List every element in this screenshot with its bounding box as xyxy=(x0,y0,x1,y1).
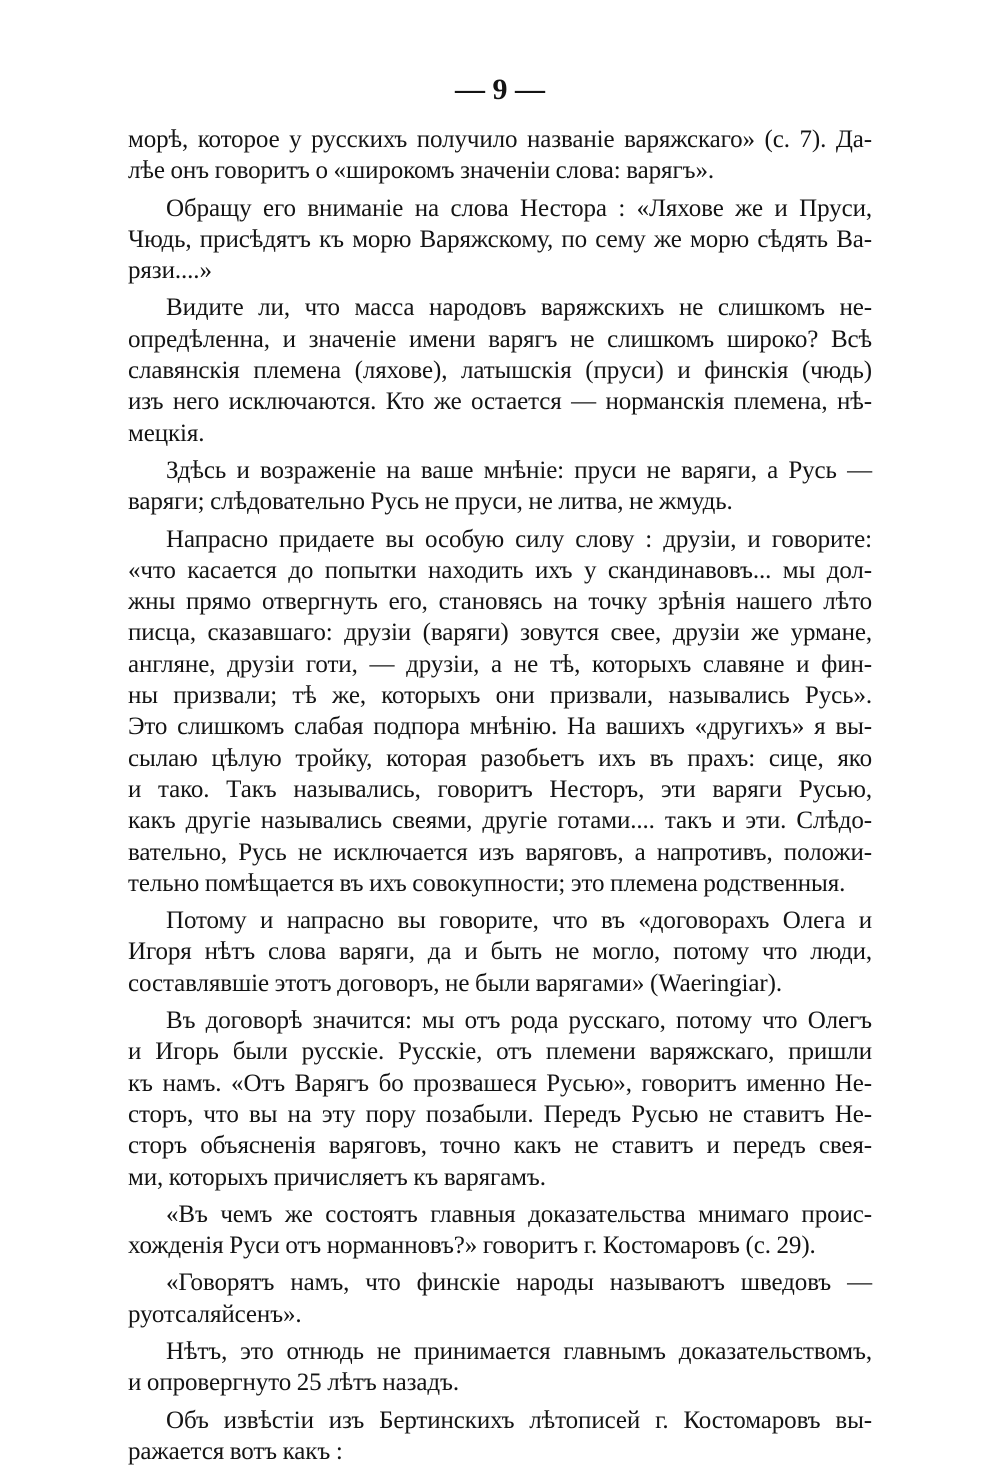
text-line: и тако. Такъ назывались, говоритъ Несторъ, эти варяги Русью, xyxy=(128,775,872,803)
text-line: англяне, друзіи готи, — друзіи, а не тѣ, которыхъ славяне и фин- xyxy=(128,650,872,678)
paragraph xyxy=(128,292,872,448)
paragraph xyxy=(128,905,872,999)
text-line: Объ извѣстіи изъ Бертинскихъ лѣтописей г. Костомаровъ вы- xyxy=(166,1406,872,1434)
text-line: лѣе онъ говоритъ о «широкомъ значеніи слова: варягъ». xyxy=(128,157,714,185)
text-line: руотсаляйсенъ». xyxy=(128,1300,302,1328)
text-line: хожденія Руси отъ норманновъ?» говоритъ г. Костомаровъ (с. 29). xyxy=(128,1232,816,1260)
body-text xyxy=(128,124,872,1473)
text-line: и Игорь были русскіе. Русскіе, отъ племени варяжскаго, пришли xyxy=(128,1038,872,1066)
page-number: — 9 — xyxy=(455,73,545,106)
text-line: Игоря нѣтъ слова варяги, да и быть не могло, потому что люди, xyxy=(128,938,872,966)
paragraph xyxy=(128,1005,872,1193)
paragraph xyxy=(128,193,872,287)
text-line: варяги; слѣдовательно Русь не пруси, не литва, не жмудь. xyxy=(128,488,733,516)
text-line: славянскія племена (ляхове), латышскія (пруси) и финскія (чюдь) xyxy=(128,357,872,385)
text-line: «Въ чемъ же состоятъ главныя доказательства мнимаго проис- xyxy=(166,1200,872,1228)
text-line: морѣ, которое у русскихъ получило названіе варяжскаго» (с. 7). Да- xyxy=(128,126,872,153)
text-line: и опровергнуто 25 лѣтъ назадъ. xyxy=(128,1369,459,1397)
text-line: ражается вотъ какъ : xyxy=(128,1437,343,1465)
text-line: рязи....» xyxy=(128,257,212,285)
text-line: Это слишкомъ слабая подпора мнѣнію. На вашихъ «другихъ» я вы- xyxy=(128,713,872,741)
text-line: Напрасно придаете вы особую силу слову : друзіи, и говорите: xyxy=(166,525,872,553)
paragraph xyxy=(128,124,872,187)
text-line: жны прямо отвергнуть его, становясь на точку зрѣнія нашего лѣто xyxy=(128,588,872,616)
text-line: какъ другіе назывались свеями, другіе готами.... такъ и эти. Слѣдо- xyxy=(128,807,872,835)
text-line: Видите ли, что масса народовъ варяжскихъ не слишкомъ не- xyxy=(166,294,872,322)
text-line: ми, которыхъ причисляетъ къ варягамъ. xyxy=(128,1163,546,1191)
text-line: Обращу его вниманіе на слова Нестора : «Ляхове же и Пруси, xyxy=(166,194,872,222)
text-line: опредѣленна, и значеніе имени варягъ не слишкомъ широко? Всѣ xyxy=(128,325,872,353)
text-line: къ намъ. «Отъ Варягъ бо прозвашеся Русью», говоритъ именно Не- xyxy=(128,1069,872,1097)
paragraph xyxy=(128,1267,872,1330)
text-line: сторъ объясненія варяговъ, точно какъ не ставитъ и передъ свея- xyxy=(128,1132,872,1160)
text-line: изъ него исключаются. Кто же остается — норманскія племена, нѣ- xyxy=(128,388,872,416)
text-line: ны призвали; тѣ же, которыхъ они призвали, назывались Русь». xyxy=(128,682,872,710)
text-line: «Говорятъ намъ, что финскіе народы называютъ шведовъ — xyxy=(166,1269,872,1297)
text-line: составлявшіе этотъ договоръ, не были варягами» (Waeringiar). xyxy=(128,969,782,997)
text-line: мецкія. xyxy=(128,419,205,447)
paragraph xyxy=(128,1405,872,1468)
text-line: «что касается до попытки находить ихъ у скандинавовъ... мы дол- xyxy=(128,556,872,584)
paragraph xyxy=(128,1336,872,1399)
text-line: сторъ, что вы на эту пору позабыли. Передъ Русью не ставитъ Не- xyxy=(128,1100,872,1128)
paragraph xyxy=(128,455,872,518)
text-line: вательно, Русь не исключается изъ варяговъ, а напротивъ, положи- xyxy=(128,838,872,866)
text-line: писца, сказавшаго: друзіи (варяги) зовутся свее, друзіи же урмане, xyxy=(128,619,872,647)
text-line: тельно помѣщается въ ихъ совокупности; это племена родственныя. xyxy=(128,869,846,897)
text-line: сылаю цѣлую тройку, которая разобьетъ ихъ въ прахъ: сице, яко xyxy=(128,744,872,772)
text-line: Нѣтъ, это отнюдь не принимается главнымъ доказательствомъ, xyxy=(166,1337,872,1365)
paragraph xyxy=(128,524,872,900)
text-line: Здѣсь и возраженіе на ваше мнѣніе: пруси не варяги, а Русь — xyxy=(166,456,872,484)
text-line: Въ договорѣ значится: мы отъ рода русскаго, потому что Олегъ xyxy=(166,1007,872,1035)
text-line: Чюдь, присѣдятъ къ морю Варяжскому, по сему же морю сѣдять Ва- xyxy=(128,225,872,253)
text-line: Потому и напрасно вы говорите, что въ «договорахъ Олега и xyxy=(166,907,872,935)
paragraph xyxy=(128,1199,872,1262)
